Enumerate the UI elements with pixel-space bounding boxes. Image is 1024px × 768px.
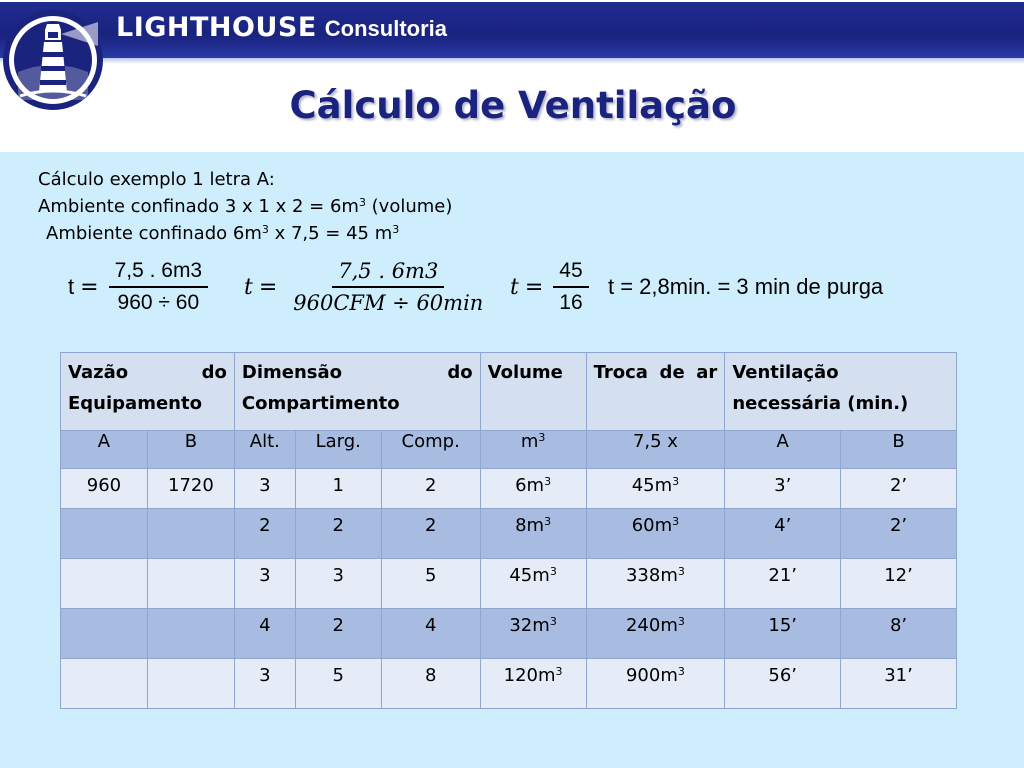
cell-volume: [480, 469, 586, 509]
cell-troca: [586, 509, 725, 559]
cell-vent-a: 4’: [725, 509, 841, 559]
cell-comp: 2: [381, 469, 480, 509]
formulas: [68, 254, 948, 324]
page-title: Cálculo de Ventilação: [289, 84, 737, 127]
formula-2-lhs: t: [244, 274, 253, 300]
header: [0, 0, 1024, 152]
table-row: [61, 559, 957, 609]
cell-vent-b: 12’: [841, 559, 957, 609]
formula-1-lhs: t: [68, 274, 75, 299]
cell-comp: 4: [381, 609, 480, 659]
table-row: [61, 609, 957, 659]
subheader-b: B: [147, 431, 234, 469]
formula-result: [608, 254, 883, 320]
cell-vent-b: 8’: [841, 609, 957, 659]
cell-volume-value: 45m: [509, 565, 550, 586]
brand-name: [116, 12, 447, 48]
superscript: 3: [392, 223, 400, 236]
cell-a: [61, 509, 148, 559]
cell-larg: 2: [295, 609, 381, 659]
cell-volume-value: 6m: [515, 475, 545, 496]
intro-line-2-text: Ambiente confinado 3 x 1 x 2 = 6m: [38, 196, 359, 217]
subheader-volume-unit: m: [520, 431, 539, 452]
intro-line-3: [38, 220, 452, 247]
superscript: 3: [672, 515, 680, 528]
formula-3-fraction: [553, 259, 588, 315]
formula-3-lhs: t: [510, 274, 519, 300]
cell-comp: 8: [381, 659, 480, 709]
cell-alt: 3: [234, 469, 295, 509]
superscript: 3: [544, 475, 552, 488]
formula-2: [244, 254, 493, 320]
subheader-a: A: [61, 431, 148, 469]
cell-volume-value: 120m: [503, 665, 556, 686]
brand-main: LIGHTHOUSE: [116, 12, 317, 43]
cell-larg: 1: [295, 469, 381, 509]
formula-1-denominator: 960 ÷ 60: [117, 291, 200, 314]
header-volume: Volume: [480, 353, 586, 431]
cell-larg: 3: [295, 559, 381, 609]
intro-line-3-text: Ambiente confinado 6m: [46, 223, 262, 244]
subheader-troca: 7,5 x: [586, 431, 725, 469]
cell-b: [147, 609, 234, 659]
brand-sub: Consultoria: [324, 16, 448, 41]
cell-b: 1720: [147, 469, 234, 509]
cell-vent-b: 31’: [841, 659, 957, 709]
cell-vent-a: 3’: [725, 469, 841, 509]
superscript: 3: [677, 565, 685, 578]
cell-volume: [480, 659, 586, 709]
cell-vent-b: 2’: [841, 509, 957, 559]
table-row: [61, 509, 957, 559]
cell-alt: 2: [234, 509, 295, 559]
superscript: 3: [672, 475, 680, 488]
cell-volume: [480, 559, 586, 609]
subheader-comp: Comp.: [381, 431, 480, 469]
table-row: [61, 469, 957, 509]
cell-b: [147, 559, 234, 609]
superscript: 3: [261, 223, 269, 236]
cell-b: [147, 659, 234, 709]
formula-1-numerator: 7,5 . 6m3: [109, 259, 209, 288]
cell-larg: 5: [295, 659, 381, 709]
formula-2-denominator: 960CFM ÷ 60min: [293, 291, 484, 315]
formula-1: [68, 254, 212, 320]
superscript: 3: [549, 565, 557, 578]
superscript: 3: [677, 615, 685, 628]
cell-troca-value: 338m: [625, 565, 678, 586]
subheader-vent-b: B: [841, 431, 957, 469]
cell-vent-b: 2’: [841, 469, 957, 509]
cell-troca-value: 60m: [631, 515, 673, 536]
header-dimensao: Dimensão do Compartimento: [234, 353, 480, 431]
cell-volume: [480, 609, 586, 659]
superscript: 3: [358, 196, 366, 209]
cell-troca-value: 900m: [625, 665, 678, 686]
cell-a: 960: [61, 469, 148, 509]
cell-alt: 3: [234, 659, 295, 709]
table-subheader-row: [61, 431, 957, 469]
cell-vent-a: 15’: [725, 609, 841, 659]
superscript: 3: [549, 615, 557, 628]
subheader-volume: [480, 431, 586, 469]
cell-vent-a: 21’: [725, 559, 841, 609]
formula-result-text: t = 2,8min. = 3 min de purga: [608, 274, 884, 299]
formula-2-numerator: 7,5 . 6m3: [332, 259, 444, 288]
cell-alt: 3: [234, 559, 295, 609]
cell-troca: [586, 469, 725, 509]
superscript: 3: [544, 515, 552, 528]
cell-troca: [586, 659, 725, 709]
cell-volume-value: 32m: [509, 615, 550, 636]
formula-1-eq: =: [80, 274, 99, 300]
cell-troca-value: 45m: [631, 475, 673, 496]
superscript: 3: [677, 665, 685, 678]
table-row: [61, 659, 957, 709]
intro-line-1: Cálculo exemplo 1 letra A:: [38, 169, 275, 190]
cell-a: [61, 559, 148, 609]
formula-3-denominator: 16: [559, 291, 583, 314]
subheader-vent-a: A: [725, 431, 841, 469]
header-vazao: Vazão do Equipamento: [61, 353, 235, 431]
ventilation-table: [60, 352, 957, 709]
header-troca: Troca de ar: [586, 353, 725, 431]
cell-troca: [586, 609, 725, 659]
formula-3: [510, 254, 593, 320]
cell-volume: [480, 509, 586, 559]
intro-line-2-suffix: (volume): [365, 196, 453, 217]
cell-alt: 4: [234, 609, 295, 659]
cell-troca: [586, 559, 725, 609]
cell-volume-value: 8m: [515, 515, 545, 536]
superscript: 3: [555, 665, 563, 678]
header-ventilacao: Ventilação necessária (min.): [725, 353, 957, 431]
superscript: 3: [538, 431, 546, 444]
cell-larg: 2: [295, 509, 381, 559]
cell-vent-a: 56’: [725, 659, 841, 709]
table-header-row: [61, 353, 957, 431]
formula-1-fraction: [109, 259, 209, 315]
intro-text: [38, 166, 452, 247]
subheader-larg: Larg.: [295, 431, 381, 469]
formula-3-numerator: 45: [553, 259, 588, 288]
cell-a: [61, 659, 148, 709]
cell-comp: 2: [381, 509, 480, 559]
cell-a: [61, 609, 148, 659]
intro-line-3-mid: x 7,5 = 45 m: [268, 223, 393, 244]
formula-2-fraction: [287, 259, 489, 315]
cell-comp: 5: [381, 559, 480, 609]
subheader-alt: Alt.: [234, 431, 295, 469]
intro-line-2: [38, 193, 452, 220]
cell-b: [147, 509, 234, 559]
formula-2-eq: =: [258, 274, 278, 300]
formula-3-eq: =: [524, 274, 544, 300]
cell-troca-value: 240m: [625, 615, 678, 636]
